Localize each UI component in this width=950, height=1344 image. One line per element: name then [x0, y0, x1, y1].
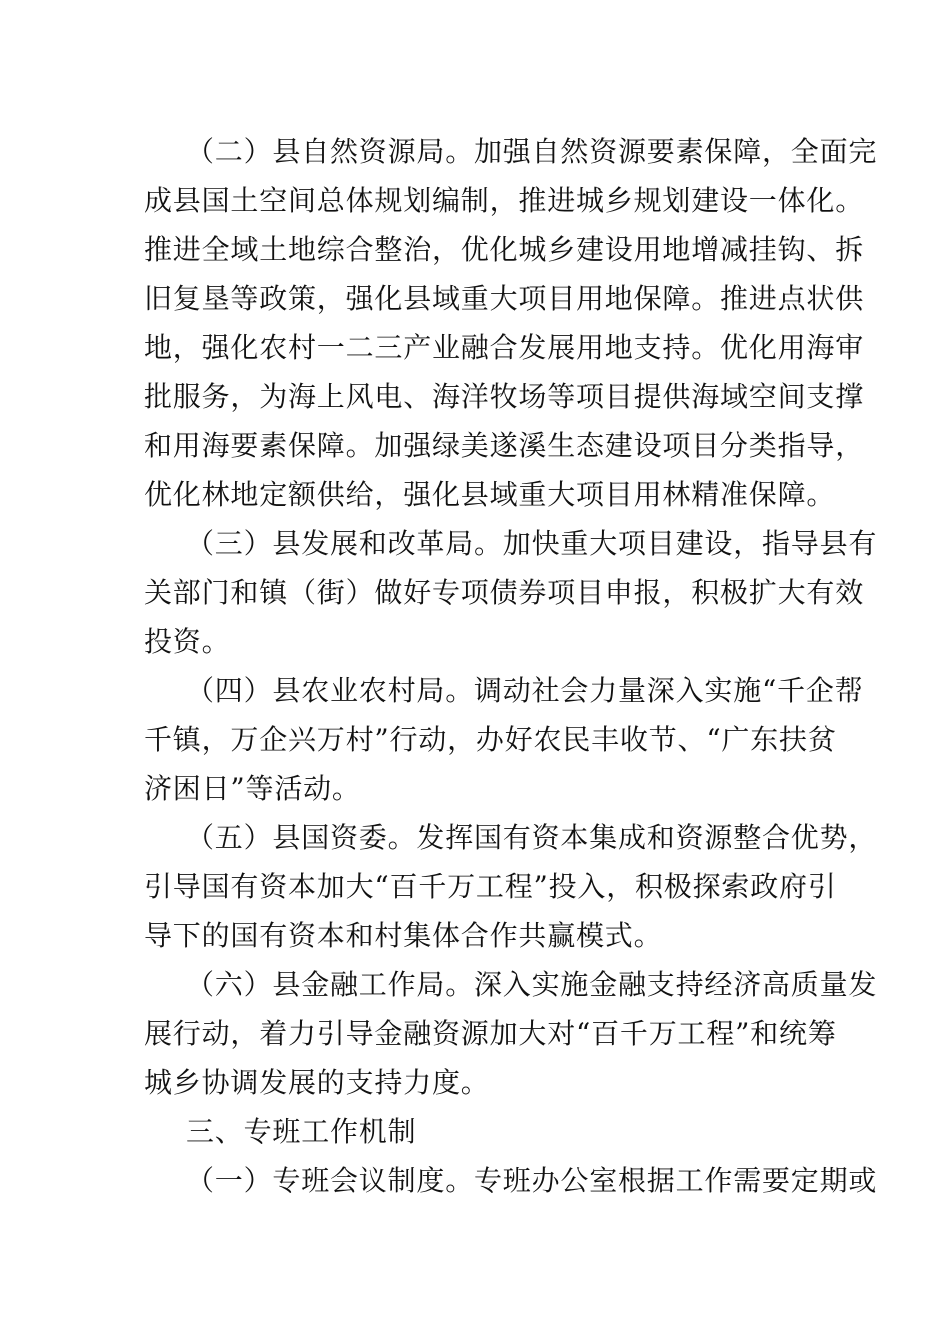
paragraph-line: 推进全域土地综合整治，优化城乡建设用地增减挂钩、拆 — [144, 233, 865, 266]
paragraph-line: 导下的国有资本和村集体合作共赢模式。 — [144, 919, 663, 952]
paragraph-line: 关部门和镇（街）做好专项债券项目申报，积极扩大有效 — [144, 576, 865, 609]
paragraph-line: 千镇，万企兴万村”行动，办好农民丰收节、“广东扶贫 — [144, 723, 837, 756]
paragraph-line: 济困日”等活动。 — [144, 772, 361, 805]
paragraph-line: 展行动，着力引导金融资源加大对“百千万工程”和统筹 — [144, 1017, 837, 1050]
paragraph-line: 地，强化农村一二三产业融合发展用地支持。优化用海审 — [144, 331, 865, 364]
paragraph-line: （一）专班会议制度。专班办公室根据工作需要定期或 — [186, 1164, 878, 1197]
section-heading: 三、专班工作机制 — [186, 1115, 417, 1148]
paragraph-line: （二）县自然资源局。加强自然资源要素保障，全面完 — [186, 135, 878, 168]
paragraph-line: （六）县金融工作局。深入实施金融支持经济高质量发 — [186, 968, 878, 1001]
paragraph-line: 引导国有资本加大“百千万工程”投入，积极探索政府引 — [144, 870, 837, 903]
paragraph-line: 城乡协调发展的支持力度。 — [144, 1066, 490, 1099]
paragraph-line: （四）县农业农村局。调动社会力量深入实施“千企帮 — [186, 674, 864, 707]
paragraph-line: 优化林地定额供给，强化县域重大项目用林精准保障。 — [144, 478, 836, 511]
paragraph-line: （三）县发展和改革局。加快重大项目建设，指导县有 — [186, 527, 878, 560]
paragraph-line: （五）县国资委。发挥国有资本集成和资源整合优势， — [186, 821, 878, 854]
paragraph-line: 成县国土空间总体规划编制，推进城乡规划建设一体化。 — [144, 184, 865, 217]
paragraph-line: 批服务，为海上风电、海洋牧场等项目提供海域空间支撑 — [144, 380, 865, 413]
paragraph-line: 投资。 — [144, 625, 231, 658]
paragraph-line: 旧复垦等政策，强化县域重大项目用地保障。推进点状供 — [144, 282, 865, 315]
paragraph-line: 和用海要素保障。加强绿美遂溪生态建设项目分类指导， — [144, 429, 865, 462]
